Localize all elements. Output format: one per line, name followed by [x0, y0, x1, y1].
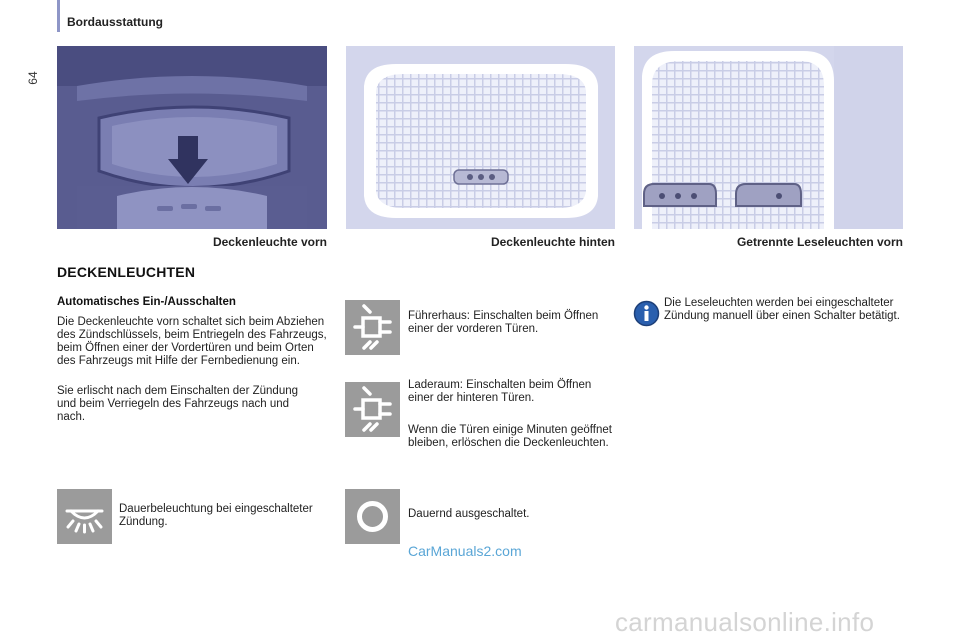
door-mode-cab-icon — [345, 300, 400, 355]
light-off-icon — [345, 489, 400, 544]
caption-reading-lights: Getrennte Leseleuchten vorn — [736, 235, 903, 249]
section-title: Bordausstattung — [67, 15, 163, 29]
caption-rear-light: Deckenleuchte hinten — [490, 235, 615, 249]
light-on-icon — [57, 489, 112, 544]
permanent-on-text: Dauerbeleuchtung bei eingeschalteter Zündung. — [119, 503, 313, 528]
door-mode-cargo-icon — [345, 382, 400, 437]
photo-reading-lights-front — [634, 46, 903, 229]
watermark-carmanualsonline: carmanualsonline.info — [615, 607, 875, 637]
auto-switch-heading: Automatisches Ein-/Ausschalten — [57, 296, 236, 308]
info-text: Die Leseleuchten werden bei eingeschalteter Zündung manuell über einen Schalter betätigt. — [664, 297, 900, 322]
photo-rear-ceiling-light — [346, 46, 615, 229]
caption-front-light: Deckenleuchte vorn — [212, 235, 327, 249]
cargo-mode-note: Wenn die Türen einige Minuten geöffnet bleiben, erlöschen die Deckenleuchten. — [408, 424, 612, 449]
photo-front-ceiling-light — [57, 46, 327, 229]
watermark-carmanuals2: CarManuals2.com — [408, 543, 522, 559]
cab-mode-text: Führerhaus: Einschalten beim Öffnen einer der vorderen Türen. — [408, 310, 599, 335]
cargo-mode-text: Laderaum: Einschalten beim Öffnen einer der hinteren Türen. — [408, 379, 592, 404]
sidebar-accent-bar — [57, 0, 60, 32]
permanent-off-text: Dauernd ausgeschaltet. — [408, 508, 530, 520]
auto-switch-paragraph-2: Sie erlischt nach dem Einschalten der Zündung und beim Verriegeln des Fahrzeugs nach und nach. — [57, 385, 299, 423]
main-heading: DECKENLEUCHTEN — [57, 264, 196, 280]
auto-switch-paragraph-1: Die Deckenleuchte vorn schaltet sich beim Abziehen des Zündschlüssels, beim Entriegeln des Fahrzeugs, beim Öffnen einer der Vordertüren und beim Orten des Fahrzeugs mit Hilfe der Fernbedienung ein. — [57, 316, 327, 367]
page-number: 64 — [26, 71, 40, 85]
info-icon — [633, 300, 660, 327]
